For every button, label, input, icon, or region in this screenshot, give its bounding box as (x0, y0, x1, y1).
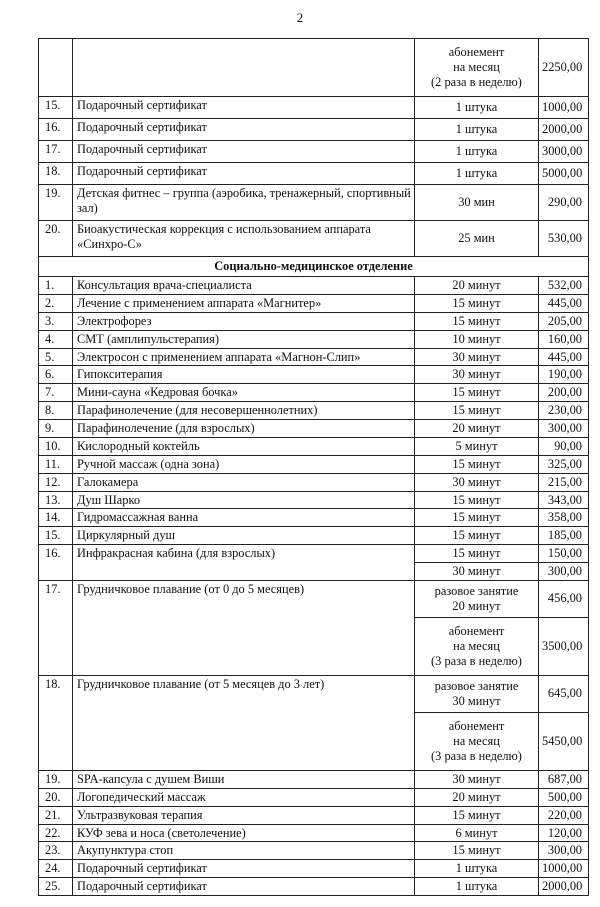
service-name: Грудничковое плавание (от 5 месяцев до 3 лет) (73, 675, 415, 770)
table-row (39, 824, 589, 842)
price-cell: 1000,00 (539, 860, 589, 878)
price-cell: 150,00 (539, 545, 589, 563)
row-number: 20. (39, 221, 73, 257)
price-cell: 300,00 (539, 842, 589, 860)
service-name: Логопедический массаж (73, 788, 415, 806)
duration-cell: 15 минут (415, 455, 539, 473)
price-cell: 445,00 (539, 294, 589, 312)
service-name: Консультация врача-специалиста (73, 277, 415, 295)
duration-cell: 20 минут (415, 277, 539, 295)
table-row (39, 277, 589, 295)
price-cell: 2000,00 (539, 119, 589, 141)
price-cell: 5000,00 (539, 163, 589, 185)
table-row (39, 770, 589, 788)
table-row (39, 330, 589, 348)
duration-cell: 1 штука (415, 878, 539, 896)
price-cell: 160,00 (539, 330, 589, 348)
table-row (39, 97, 589, 119)
table-row (39, 509, 589, 527)
duration-cell: 30 минут (415, 366, 539, 384)
duration-cell: 30 минут (415, 563, 539, 581)
service-name: Ультразвуковая терапия (73, 806, 415, 824)
section-row (39, 257, 589, 277)
service-name: Циркулярный душ (73, 527, 415, 545)
price-cell: 300,00 (539, 563, 589, 581)
service-name: Парафинолечение (для взрослых) (73, 420, 415, 438)
duration-cell: абонемент на месяц (2 раза в неделю) (415, 39, 539, 97)
row-number: 4. (39, 330, 73, 348)
service-name: Подарочный сертификат (73, 141, 415, 163)
row-number: 5. (39, 348, 73, 366)
price-table (38, 38, 589, 896)
table-row (39, 402, 589, 420)
duration-cell: 30 мин (415, 185, 539, 221)
price-cell: 343,00 (539, 491, 589, 509)
row-number: 2. (39, 294, 73, 312)
price-cell: 5450,00 (539, 712, 589, 770)
row-number: 1. (39, 277, 73, 295)
section-title: Социально-медицинское отделение (39, 257, 589, 277)
duration-cell: 1 штука (415, 97, 539, 119)
price-cell: 532,00 (539, 277, 589, 295)
price-cell: 2000,00 (539, 878, 589, 896)
table-row (39, 473, 589, 491)
price-cell: 445,00 (539, 348, 589, 366)
duration-cell: 5 минут (415, 437, 539, 455)
table-row (39, 141, 589, 163)
table-row (39, 675, 589, 712)
price-cell: 500,00 (539, 788, 589, 806)
duration-cell: разовое занятие 30 минут (415, 675, 539, 712)
row-number: 16. (39, 119, 73, 141)
table-row (39, 455, 589, 473)
row-number (39, 39, 73, 97)
table-row (39, 294, 589, 312)
price-cell: 215,00 (539, 473, 589, 491)
page-number: 2 (296, 10, 304, 25)
service-name: Подарочный сертификат (73, 860, 415, 878)
table-row (39, 788, 589, 806)
duration-cell: разовое занятие 20 минут (415, 580, 539, 617)
price-cell: 1000,00 (539, 97, 589, 119)
price-cell: 358,00 (539, 509, 589, 527)
row-number: 7. (39, 384, 73, 402)
table-row (39, 185, 589, 221)
service-name: Электрофорез (73, 312, 415, 330)
service-name: Ручной массаж (одна зона) (73, 455, 415, 473)
duration-cell: 20 минут (415, 788, 539, 806)
service-name: Подарочный сертификат (73, 878, 415, 896)
table-row (39, 491, 589, 509)
price-cell: 687,00 (539, 770, 589, 788)
price-cell: 300,00 (539, 420, 589, 438)
service-name: СМТ (амплипульстерапия) (73, 330, 415, 348)
row-number: 6. (39, 366, 73, 384)
price-cell: 2250,00 (539, 39, 589, 97)
duration-cell: 30 минут (415, 348, 539, 366)
service-name: SPA-капсула с душем Виши (73, 770, 415, 788)
row-number: 17. (39, 580, 73, 675)
duration-cell: 15 минут (415, 806, 539, 824)
table-row (39, 163, 589, 185)
duration-cell: 20 минут (415, 420, 539, 438)
row-number: 16. (39, 545, 73, 581)
table-row (39, 119, 589, 141)
price-cell: 290,00 (539, 185, 589, 221)
service-name: Кислородный коктейль (73, 437, 415, 455)
duration-cell: 1 штука (415, 860, 539, 878)
duration-cell: 15 минут (415, 509, 539, 527)
price-cell: 185,00 (539, 527, 589, 545)
price-cell: 230,00 (539, 402, 589, 420)
table-row (39, 221, 589, 257)
duration-cell: 30 минут (415, 770, 539, 788)
price-cell: 3000,00 (539, 141, 589, 163)
price-cell: 325,00 (539, 455, 589, 473)
duration-cell: 15 минут (415, 294, 539, 312)
service-name: Галокамера (73, 473, 415, 491)
duration-cell: 15 минут (415, 312, 539, 330)
price-cell: 456,00 (539, 580, 589, 617)
duration-cell: 15 минут (415, 384, 539, 402)
duration-cell: 15 минут (415, 402, 539, 420)
service-name: Мини-сауна «Кедровая бочка» (73, 384, 415, 402)
row-number: 19. (39, 770, 73, 788)
row-number: 18. (39, 675, 73, 770)
service-name: Биоакустическая коррекция с использованием аппарата «Синхро-С» (73, 221, 415, 257)
service-name: Парафинолечение (для несовершеннолетних) (73, 402, 415, 420)
service-name: Душ Шарко (73, 491, 415, 509)
row-number: 15. (39, 527, 73, 545)
service-name: Лечение с применением аппарата «Магнитер» (73, 294, 415, 312)
price-cell: 530,00 (539, 221, 589, 257)
row-number: 22. (39, 824, 73, 842)
duration-cell: 30 минут (415, 473, 539, 491)
service-name: Электросон с применением аппарата «Магнон-Слип» (73, 348, 415, 366)
row-number: 25. (39, 878, 73, 896)
service-name: Инфракрасная кабина (для взрослых) (73, 545, 415, 581)
table-row (39, 806, 589, 824)
price-cell: 120,00 (539, 824, 589, 842)
table-row (39, 527, 589, 545)
duration-cell: абонемент на месяц (3 раза в неделю) (415, 712, 539, 770)
service-name: Подарочный сертификат (73, 119, 415, 141)
service-name: КУФ зева и носа (светолечение) (73, 824, 415, 842)
price-cell: 3500,00 (539, 617, 589, 675)
service-name: Подарочный сертификат (73, 163, 415, 185)
price-cell: 200,00 (539, 384, 589, 402)
service-name: Детская фитнес – группа (аэробика, тренажерный, спортивный зал) (73, 185, 415, 221)
row-number: 21. (39, 806, 73, 824)
service-name: Подарочный сертификат (73, 97, 415, 119)
duration-cell: 6 минут (415, 824, 539, 842)
table-row (39, 545, 589, 563)
row-number: 20. (39, 788, 73, 806)
duration-cell: 15 минут (415, 842, 539, 860)
table-row (39, 860, 589, 878)
row-number: 19. (39, 185, 73, 221)
duration-cell: абонемент на месяц (3 раза в неделю) (415, 617, 539, 675)
duration-cell: 15 минут (415, 545, 539, 563)
row-number: 10. (39, 437, 73, 455)
table-row (39, 312, 589, 330)
service-name (73, 39, 415, 97)
row-number: 23. (39, 842, 73, 860)
service-name: Гидромассажная ванна (73, 509, 415, 527)
row-number: 18. (39, 163, 73, 185)
table-row (39, 580, 589, 617)
price-cell: 90,00 (539, 437, 589, 455)
service-name: Акупунктура стоп (73, 842, 415, 860)
duration-cell: 25 мин (415, 221, 539, 257)
table-row (39, 384, 589, 402)
row-number: 15. (39, 97, 73, 119)
price-cell: 205,00 (539, 312, 589, 330)
duration-cell: 15 минут (415, 527, 539, 545)
duration-cell: 1 штука (415, 119, 539, 141)
price-cell: 220,00 (539, 806, 589, 824)
row-number: 8. (39, 402, 73, 420)
duration-cell: 1 штука (415, 163, 539, 185)
row-number: 12. (39, 473, 73, 491)
table-row (39, 420, 589, 438)
table-row (39, 39, 589, 97)
duration-cell: 15 минут (415, 491, 539, 509)
row-number: 13. (39, 491, 73, 509)
price-cell: 190,00 (539, 366, 589, 384)
row-number: 14. (39, 509, 73, 527)
table-row (39, 842, 589, 860)
row-number: 24. (39, 860, 73, 878)
price-cell: 645,00 (539, 675, 589, 712)
duration-cell: 1 штука (415, 141, 539, 163)
service-name: Гипокситерапия (73, 366, 415, 384)
table-row (39, 366, 589, 384)
table-row (39, 437, 589, 455)
row-number: 17. (39, 141, 73, 163)
table-row (39, 878, 589, 896)
row-number: 3. (39, 312, 73, 330)
row-number: 9. (39, 420, 73, 438)
duration-cell: 10 минут (415, 330, 539, 348)
row-number: 11. (39, 455, 73, 473)
table-row (39, 348, 589, 366)
service-name: Грудничковое плавание (от 0 до 5 месяцев) (73, 580, 415, 675)
